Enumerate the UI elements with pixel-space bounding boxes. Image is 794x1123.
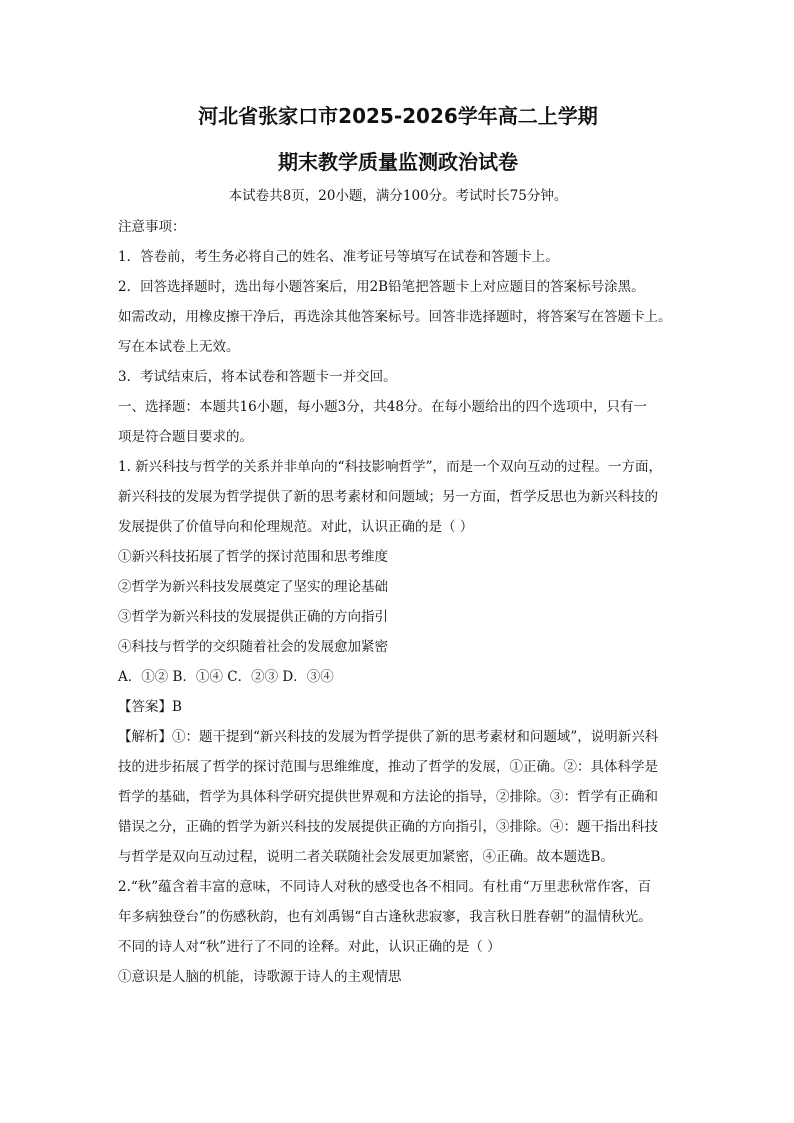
section-1-heading-line-1: 一、选择题：本题共16小题，每小题3分，共48分。在每小题给出的四个选项中，只有一	[118, 399, 647, 415]
analysis-tag: 【解析】	[118, 729, 172, 745]
question-1-analysis-line-1	[118, 722, 678, 752]
question-1-analysis-line-2: 技的进步拓展了哲学的探讨范围与思维维度，推动了哲学的发展，①正确。②：具体科学是	[118, 759, 658, 775]
title-line-1: 河北省张家口市2025-2026学年高二上学期	[198, 104, 598, 128]
question-1-choices: A．①② B．①④ C．②③ D．③④	[118, 669, 334, 685]
question-2-option-1: ①意识是人脑的机能，诗歌源于诗人的主观情思	[118, 969, 402, 985]
exam-info: 本试卷共8页，20小题，满分100分。考试时长75分钟。	[228, 188, 568, 204]
analysis-text: ①：题干提到“新兴科技的发展为哲学提供了新的思考素材和问题域”，说明新兴科	[172, 729, 659, 745]
question-2-stem-line-3: 不同的诗人对“秋”进行了不同的诠释。对此，认识正确的是（ ）	[118, 939, 501, 955]
question-1-option-1: ①新兴科技拓展了哲学的探讨范围和思考维度	[118, 549, 388, 565]
answer-value: B	[172, 699, 182, 715]
question-1-option-4: ④科技与哲学的交织随着社会的发展愈加紧密	[118, 639, 388, 655]
notice-heading: 注意事项：	[118, 219, 186, 235]
question-1-option-3: ③哲学为新兴科技的发展提供正确的方向指引	[118, 609, 388, 625]
question-1-stem-line-2: 新兴科技的发展为哲学提供了新的思考素材和问题域；另一方面，哲学反思也为新兴科技的	[118, 489, 658, 505]
question-1-option-2: ②哲学为新兴科技发展奠定了坚实的理论基础	[118, 579, 388, 595]
notice-item-2-line-1: 2．回答选择题时，选出每小题答案后，用2B铅笔把答题卡上对应题目的答案标号涂黑。	[118, 279, 645, 295]
question-1-analysis-line-3: 哲学的基础，哲学为具体科学研究提供世界观和方法论的指导，②排除。③：哲学有正确和	[118, 789, 658, 805]
question-2-stem-line-2: 年多病独登台”的伤感秋韵，也有刘禹锡“自古逢秋悲寂寥，我言秋日胜春朝”的温情秋光。	[118, 909, 652, 925]
notice-item-3: 3．考试结束后，将本试卷和答题卡一并交回。	[118, 369, 397, 385]
question-1-analysis-line-5: 与哲学是双向互动过程，说明二者关联随社会发展更加紧密，④正确。故本题选B。	[118, 849, 614, 865]
question-1-analysis-line-4: 错误之分，正确的哲学为新兴科技的发展提供正确的方向指引，③排除。④：题干指出科技	[118, 819, 658, 835]
document-content	[118, 100, 678, 992]
notice-item-2-line-2: 如需改动，用橡皮擦干净后，再选涂其他答案标号。回答非选择题时，将答案写在答题卡上。	[118, 309, 672, 325]
question-1-stem-line-1: 1. 新兴科技与哲学的关系并非单向的“科技影响哲学”，而是一个双向互动的过程。一方面，	[118, 459, 662, 475]
question-2-stem-line-1: 2.“秋”蕴含着丰富的意味，不同诗人对秋的感受也各不相同。有杜甫“万里悲秋常作客，百	[118, 879, 652, 895]
question-1-answer	[118, 692, 678, 722]
question-1-stem-line-3: 发展提供了价值导向和伦理规范。对此，认识正确的是（ ）	[118, 519, 474, 535]
section-1-heading-line-2: 项是符合题目要求的。	[118, 429, 253, 445]
title-line-2: 期末教学质量监测政治试卷	[278, 150, 518, 174]
notice-item-2-line-3: 写在本试卷上无效。	[118, 339, 240, 355]
notice-item-1: 1．答卷前，考生务必将自己的姓名、准考证号等填写在试卷和答题卡上。	[118, 249, 559, 265]
answer-tag: 【答案】	[118, 699, 172, 715]
